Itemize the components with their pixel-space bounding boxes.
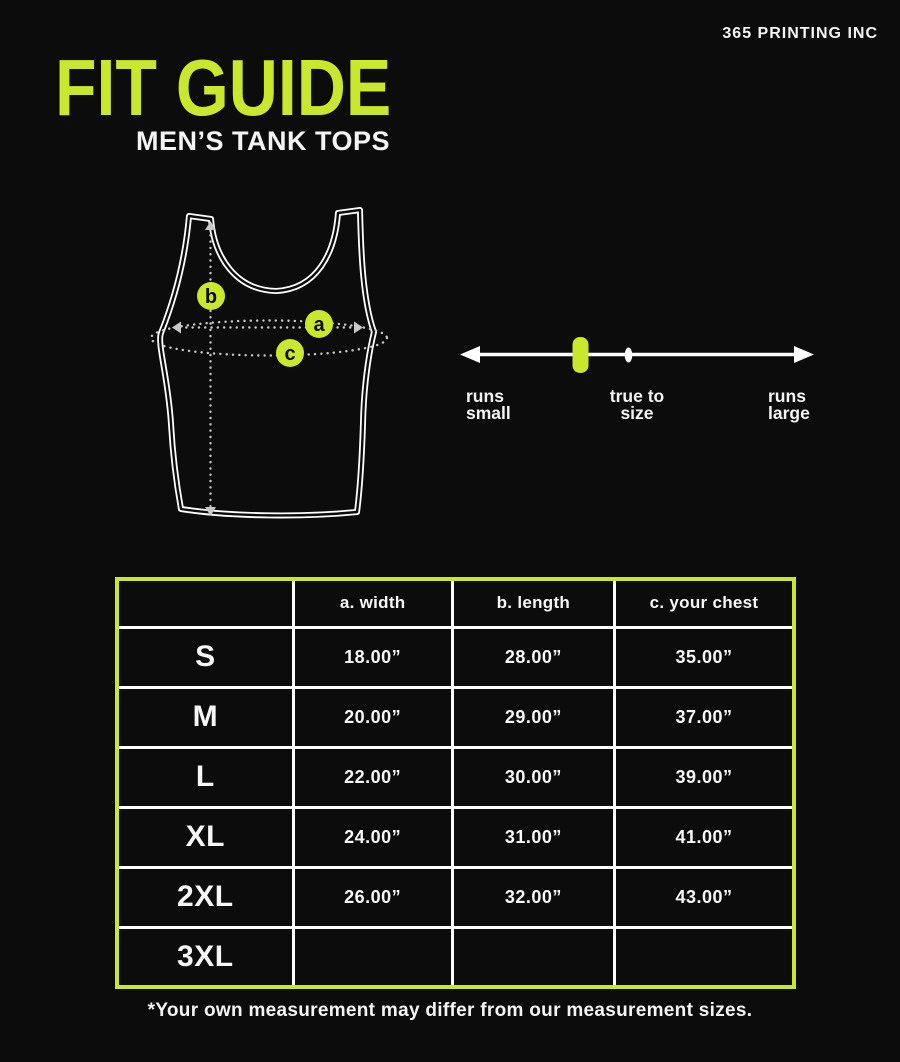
brand-text: 365 PRINTING INC [722, 25, 878, 42]
size-cell: L [117, 747, 293, 807]
width-cell: 18.00” [293, 627, 452, 687]
marker-b [197, 282, 225, 310]
scale-arrow-right-icon [794, 346, 814, 363]
length-cell: 28.00” [452, 627, 614, 687]
marker-a [305, 310, 333, 338]
scale-label-runs-small-line1: runs [466, 386, 504, 406]
size-table-header-row [117, 579, 794, 627]
corner-header-cell [117, 579, 293, 627]
page-title: FIT GUIDE [55, 43, 392, 132]
tank-top-outline-outer [160, 210, 374, 515]
chest-cell: 41.00” [615, 807, 794, 867]
scale-label-runs-large-line1: runs [768, 386, 806, 406]
length-cell: 30.00” [452, 747, 614, 807]
size-row-3xl [117, 927, 794, 987]
width-cell: 24.00” [293, 807, 452, 867]
fit-scale [460, 337, 814, 423]
footnote: *Your own measurement may differ from our measurement sizes. [147, 1000, 753, 1021]
column-header-length: b. length [452, 579, 614, 627]
chest-cell: 37.00” [615, 687, 794, 747]
length-cell [452, 927, 614, 987]
chest-cell: 39.00” [615, 747, 794, 807]
scale-label-true-to-size-line2: size [620, 403, 654, 423]
length-cell: 31.00” [452, 807, 614, 867]
size-cell: 2XL [117, 867, 293, 927]
size-row-s [117, 627, 794, 687]
marker-c [276, 339, 304, 367]
size-cell: M [117, 687, 293, 747]
marker-b-label: b [204, 286, 218, 308]
marker-c-label: c [284, 343, 296, 365]
scale-center-tick [625, 348, 633, 363]
size-table [115, 577, 796, 989]
page-subtitle: MEN’S TANK TOPS [135, 126, 390, 156]
chest-cell: 43.00” [615, 867, 794, 927]
width-cell: 22.00” [293, 747, 452, 807]
size-cell: 3XL [117, 927, 293, 987]
scale-label-runs-large-line2: large [768, 403, 810, 423]
chest-cell [615, 927, 794, 987]
tank-top-illustration [160, 210, 374, 515]
size-cell: S [117, 627, 293, 687]
size-row-m [117, 687, 794, 747]
size-row-l [117, 747, 794, 807]
width-cell [293, 927, 452, 987]
size-row-xl [117, 807, 794, 867]
chest-cell: 35.00” [615, 627, 794, 687]
scale-arrow-left-icon [460, 346, 480, 363]
column-header-chest: c. your chest [615, 579, 794, 627]
column-header-width: a. width [293, 579, 452, 627]
width-cell: 26.00” [293, 867, 452, 927]
scale-label-runs-small-line2: small [466, 403, 511, 423]
width-cell: 20.00” [293, 687, 452, 747]
size-cell: XL [117, 807, 293, 867]
length-cell: 29.00” [452, 687, 614, 747]
marker-a-label: a [313, 314, 325, 336]
length-cell: 32.00” [452, 867, 614, 927]
scale-label-true-to-size-line1: true to [609, 386, 665, 406]
size-row-2xl [117, 867, 794, 927]
scale-slider [573, 337, 589, 373]
